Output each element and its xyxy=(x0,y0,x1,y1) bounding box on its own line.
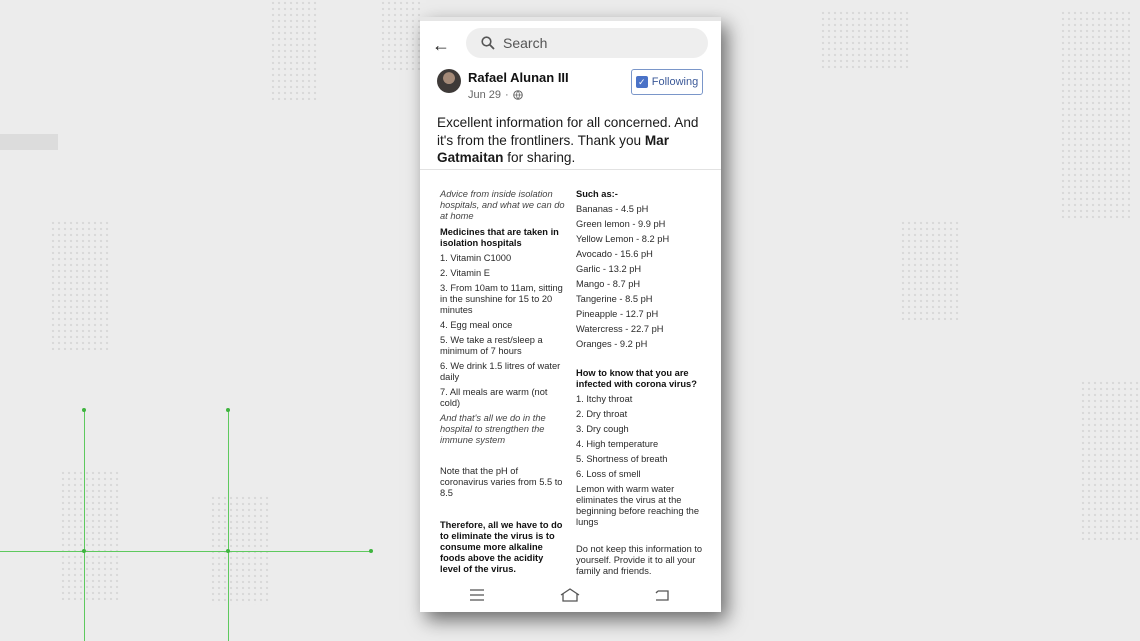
phone-screenshot xyxy=(420,17,721,612)
green-line xyxy=(84,410,85,641)
green-line xyxy=(228,410,229,641)
search-icon xyxy=(481,36,495,50)
right-line: Tangerine - 8.5 pH xyxy=(576,294,653,304)
back-arrow-icon[interactable]: ← xyxy=(432,35,450,55)
right-line: 6. Loss of smell xyxy=(576,469,641,479)
avatar[interactable] xyxy=(437,69,461,93)
right-line: Do not keep this information to yourself. Provide it to all your family and friends. xyxy=(576,544,703,576)
right-line: Lemon with warm water eliminates the virus at the beginning before reaching the lungs xyxy=(576,484,700,527)
left-line: 7. All meals are warm (not cold) xyxy=(440,387,548,408)
left-line: 1. Vitamin C1000 xyxy=(440,253,512,263)
following-button[interactable] xyxy=(631,69,703,95)
post-caption xyxy=(437,114,712,167)
background-pattern xyxy=(1060,10,1130,220)
right-line: Avocado - 15.6 pH xyxy=(576,249,653,259)
background-bar xyxy=(0,134,58,150)
right-line: 2. Dry throat xyxy=(576,409,628,419)
right-line: Green lemon - 9.9 pH xyxy=(576,219,666,229)
left-line: 5. We take a rest/sleep a minimum of 7 hours xyxy=(440,335,543,356)
mentioned-user-link[interactable]: Mar Gatmaitan xyxy=(437,132,670,165)
image-text-left-column xyxy=(440,189,566,579)
left-line: 2. Vitamin E xyxy=(440,268,490,278)
android-nav-bar xyxy=(420,582,721,612)
green-dot xyxy=(369,549,373,553)
check-icon: ✓ xyxy=(636,76,648,88)
background-pattern xyxy=(1080,380,1140,540)
right-line: Bananas - 4.5 pH xyxy=(576,204,649,214)
right-line: Such as:- xyxy=(576,189,618,199)
caption-text-end: for sharing. xyxy=(503,150,576,165)
left-line: Medicines that are taken in isolation hospitals xyxy=(440,227,559,248)
right-line: Pineapple - 12.7 pH xyxy=(576,309,659,319)
right-line: 5. Shortness of breath xyxy=(576,454,668,464)
home-icon[interactable] xyxy=(560,588,580,602)
right-line: Garlic - 13.2 pH xyxy=(576,264,642,274)
green-line xyxy=(0,551,372,552)
post-author[interactable]: Rafael Alunan III xyxy=(468,70,569,85)
background-pattern xyxy=(900,220,960,320)
menu-icon[interactable] xyxy=(469,588,485,602)
divider xyxy=(420,169,721,170)
right-line: 4. High temperature xyxy=(576,439,659,449)
globe-icon xyxy=(513,90,523,100)
right-line: Yellow Lemon - 8.2 pH xyxy=(576,234,670,244)
following-label: Following xyxy=(651,76,699,88)
post-date[interactable]: Jun 29 xyxy=(468,89,502,101)
search-placeholder[interactable]: Search xyxy=(503,35,548,51)
green-dot xyxy=(226,408,230,412)
background-pattern xyxy=(60,470,120,600)
background-pattern xyxy=(270,0,320,100)
right-line: 3. Dry cough xyxy=(576,424,629,434)
background-pattern xyxy=(210,495,270,605)
post-meta xyxy=(468,89,523,101)
background-pattern xyxy=(820,10,910,70)
background-pattern xyxy=(50,220,110,350)
caption-text: Excellent information for all concerned. And it's from the frontliners. Thank you xyxy=(437,115,699,148)
left-line: Advice from inside isolation hospitals, and what we can do at home xyxy=(440,189,565,221)
back-nav-icon[interactable] xyxy=(654,588,670,602)
green-dot xyxy=(226,549,230,553)
green-dot xyxy=(82,408,86,412)
right-line: 1. Itchy throat xyxy=(576,394,633,404)
left-line: 3. From 10am to 11am, sitting in the sunshine for 15 to 20 minutes xyxy=(440,283,563,315)
left-line: Note that the pH of coronavirus varies from 5.5 to 8.5 xyxy=(440,466,563,498)
right-line: Oranges - 9.2 pH xyxy=(576,339,648,349)
background-pattern xyxy=(380,0,420,70)
left-line: 4. Egg meal once xyxy=(440,320,513,330)
separator-dot: · xyxy=(505,89,509,101)
left-line: Therefore, all we have to do to eliminate the virus is to consume more alkaline foods above the acidity level of the virus. xyxy=(440,520,563,574)
image-text-right-column xyxy=(576,189,706,579)
search-bar[interactable] xyxy=(466,28,708,58)
right-line: Mango - 8.7 pH xyxy=(576,279,641,289)
left-line: 6. We drink 1.5 litres of water daily xyxy=(440,361,561,382)
right-line: Watercress - 22.7 pH xyxy=(576,324,664,334)
status-strip xyxy=(420,17,721,21)
left-line: And that's all we do in the hospital to strengthen the immune system xyxy=(440,413,546,445)
green-dot xyxy=(82,549,86,553)
right-line: How to know that you are infected with corona virus? xyxy=(576,368,697,389)
